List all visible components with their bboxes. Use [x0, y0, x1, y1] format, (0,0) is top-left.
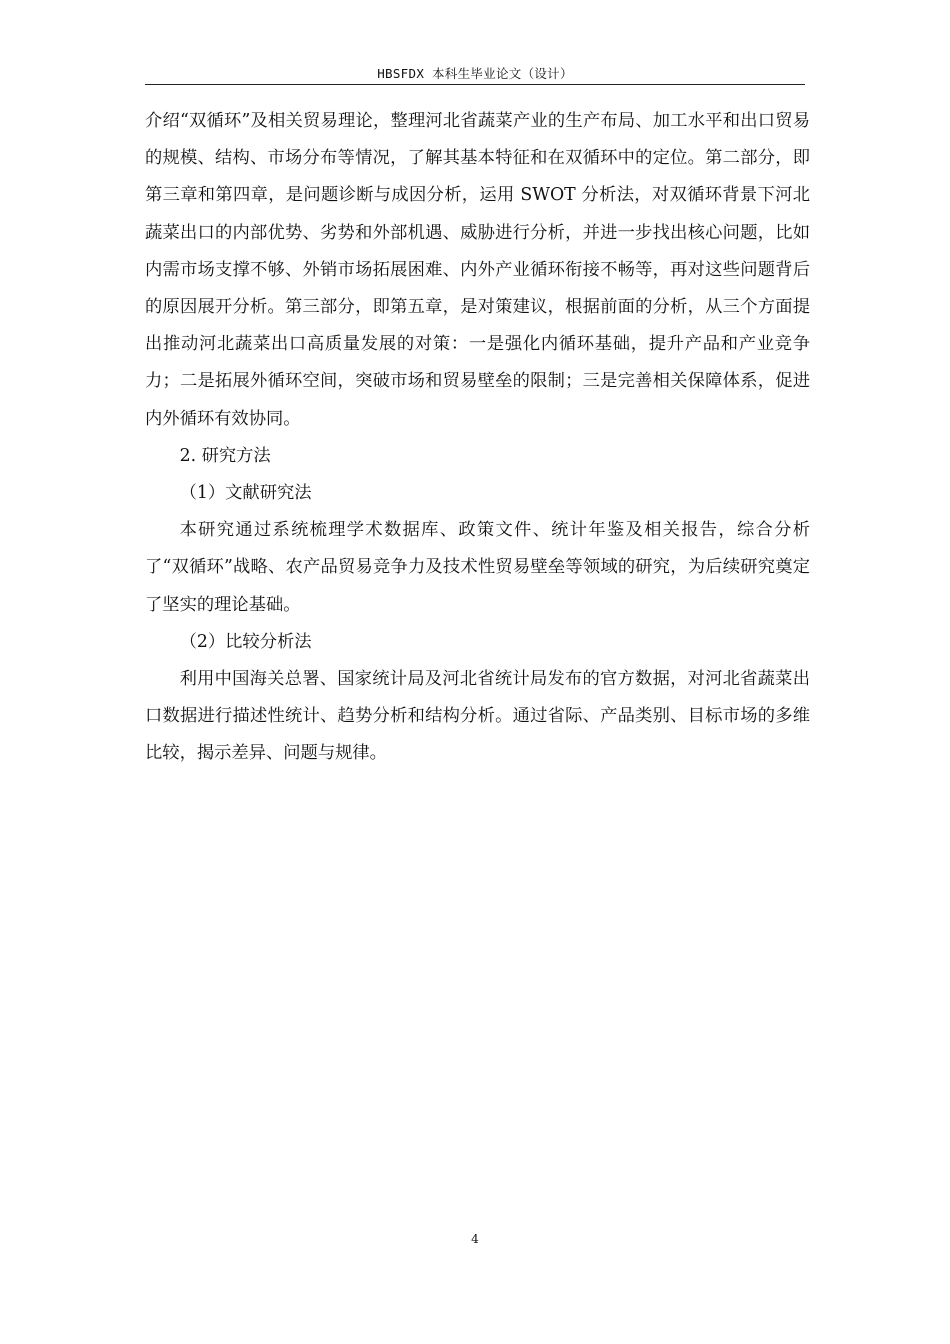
paragraph-comparative-analysis: 利用中国海关总署、国家统计局及河北省统计局发布的官方数据，对河北省蔬菜出口数据进行描述性统计、趋势分析和结构分析。通过省际、产品类别、目标市场的多维比较，揭示差异、问题与规律。 — [145, 669, 810, 764]
header-rule — [145, 84, 805, 85]
continued-paragraph: 介绍“双循环”及相关贸易理论，整理河北省蔬菜产业的生产布局、加工水平和出口贸易的规模、结构、市场分布等情况，了解其基本特征和在双循环中的定位。第二部分，即第三章和第四章，是问题诊断与成因分析，运用 SWOT 分析法，对双循环背景下河北蔬菜出口的内部优势、劣势和外部机遇、威胁进行分析，并进一步找出核心问题，比如内需市场支撑不够、外销市场拓展困难、内外产业循环衔接不畅等，再对这些问题背后的原因展开分析。第三部分，即第五章，是对策建议，根据前面的分析，从三个方面提出推动河北蔬菜出口高质量发展的对策：一是强化内循环基础，提升产品和产业竞争力；二是拓展外循环空间，突破市场和贸易壁垒的限制；三是完善相关保障体系，促进内外循环有效协同。 — [145, 111, 810, 429]
section-heading-research-methods: 2. 研究方法 — [179, 445, 271, 466]
page-number: 4 — [471, 1232, 479, 1246]
page-header-title: HBSFDX 本科生毕业论文（设计） — [377, 66, 573, 81]
paragraph-literature-research: 本研究通过系统梳理学术数据库、政策文件、统计年鉴及相关报告，综合分析了“双循环”战略、农产品贸易竞争力及技术性贸易壁垒等领域的研究，为后续研究奠定了坚实的理论基础。 — [145, 520, 810, 615]
subsection-heading-literature-research: （1）文献研究法 — [179, 483, 312, 504]
main-body — [145, 103, 810, 773]
subsection-heading-comparative-analysis: （2）比较分析法 — [179, 631, 312, 652]
